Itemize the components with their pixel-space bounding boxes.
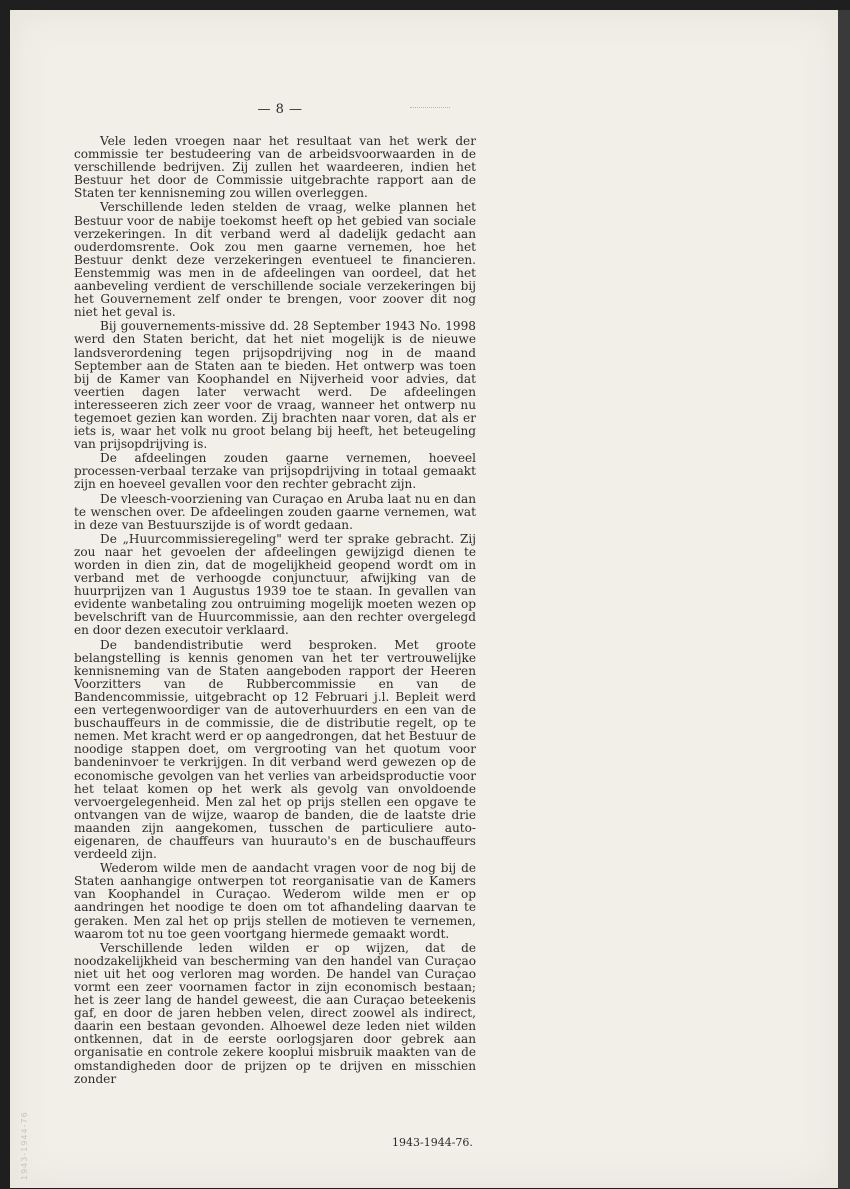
paragraph-6: De „Huurcommissieregeling" werd ter sprake gebracht. Zij zou naar het gevoelen der afdeelingen gewijzigd dienen te worden in dien zin, dat de mogelijkheid geopend wordt om in verband met de verhoogde conjunctuur, afwijking van de huurprijzen van 1 Augustus 1939 toe te staan. In gevallen van evidente wanbetaling zou ontruiming mogelijk moeten wezen op bevelschrift van de Huurcommissie, aan den rechter overgelegd en door dezen executoir verklaard. [74,531,476,638]
paragraph-4: De afdeelingen zouden gaarne vernemen, hoeveel processen-verbaal terzake van prijsopdrijving in totaal gemaakt zijn en hoeveel gevallen voor den rechter gebracht zijn. [74,451,476,492]
paragraph-3: Bij gouvernements-missive dd. 28 September 1943 No. 1998 werd den Staten bericht, dat het niet mogelijk is de nieuwe landsverordening tegen prijsopdrijving nog in de maand September aan de Staten aan te bieden. Het ontwerp was toen bij de Kamer van Koophandel en Nijverheid voor advies, dat veertien dagen later verwacht werd. De afdeelingen interesseeren zich zeer voor de vraag, wanneer het ontwerp nu tegemoet gezien kan worden. Zij brachten naar voren, dat als er iets is, waar het volk nu groot belang bij heeft, het beteugeling van prijsopdrijving is. [74,319,476,452]
page-number: — 8 — [257,102,303,117]
margin-mark [20,1100,34,1180]
margin-mark-text: 1943-1944-76 [20,1111,29,1180]
body-text [74,135,476,1087]
document-page [10,10,838,1188]
paragraph-5: De vleesch-voorziening van Curaçao en Aruba laat nu en dan te wenschen over. De afdeelingen zouden gaarne vernemen, wat in deze van Bestuurszijde is of wordt gedaan. [74,491,476,532]
faint-mark [410,107,450,108]
scan-edge [838,10,850,1189]
paragraph-1: Vele leden vroegen naar het resultaat van het werk der commissie ter bestudeering van de arbeidsvoorwaarden in de verschillende bedrijven. Zij zullen het waardeeren, indien het Bestuur het door de Commissie uitgebrachte rapport aan de Staten ter kennisneming zou willen overleggen. [74,134,476,201]
document-number: 1943-1944-76. [392,1136,473,1149]
paragraph-7: De bandendistributie werd besproken. Met groote belangstelling is kennis genomen van het ter vertrouwelijke kennisneming van de Staten aangeboden rapport der Heeren Voorzitters van de Rubbercommissie en van de Bandencommissie, uitgebracht op 12 Februari j.l. Bepleit werd een vertegenwoordiger van de autoverhuurders en een van de buschauffeurs in de commissie, die de distributie regelt, op te nemen. Met kracht werd er op aangedrongen, dat het Bestuur de noodige stappen doet, om vergrooting van het quotum voor bandeninvoer te verkrijgen. In dit verband werd gewezen op de economische gevolgen van het verlies van arbeidsproductie voor het telaat komen op het werk als gevolg van onvoldoende vervoergelegenheid. Men zal het op prijs stellen een opgave te ontvangen van de wijze, waarop de banden, die de laatste drie maanden zijn aangekomen, tusschen de particuliere auto-eigenaren, de chauffeurs van huurauto's en de buschauffeurs verdeeld zijn. [74,637,476,862]
paragraph-2: Verschillende leden stelden de vraag, welke plannen het Bestuur voor de nabije toekomst heeft op het gebied van sociale verzekeringen. In dit verband werd al dadelijk gedacht aan ouderdomsrente. Ook zou men gaarne vernemen, hoe het Bestuur denkt deze verzekeringen eventueel te financieren. Eenstemmig was men in de afdeelingen van oordeel, dat het aanbeveling verdient de verschillende sociale verzekeringen bij het Gouvernement zelf onder te brengen, voor zoover dit nog niet het geval is. [74,200,476,320]
paragraph-9: Verschillende leden wilden er op wijzen, dat de noodzakelijkheid van bescherming van den handel van Curaçao niet uit het oog verloren mag worden. De handel van Curaçao vormt een zeer voornamen factor in zijn economisch bestaan; het is zeer lang de handel geweest, die aan Curaçao beteekenis gaf, en door de jaren hebben velen, direct zoowel als indirect, daarin een bestaan gevonden. Alhoewel deze leden niet wilden ontkennen, dat in de eerste oorlogsjaren door gebrek aan organisatie en controle zekere kooplui misbruik maakten van de omstandigheden door de prijzen op te drijven en misschien zonder [74,940,476,1086]
paragraph-8: Wederom wilde men de aandacht vragen voor de nog bij de Staten aanhangige ontwerpen tot reorganisatie van de Kamers van Koophandel in Curaçao. Wederom wilde men er op aandringen het noodige te doen om tot afhandeling daarvan te geraken. Men zal het op prijs stellen de motieven te vernemen, waarom tot nu toe geen voortgang hiermede gemaakt wordt. [74,861,476,941]
